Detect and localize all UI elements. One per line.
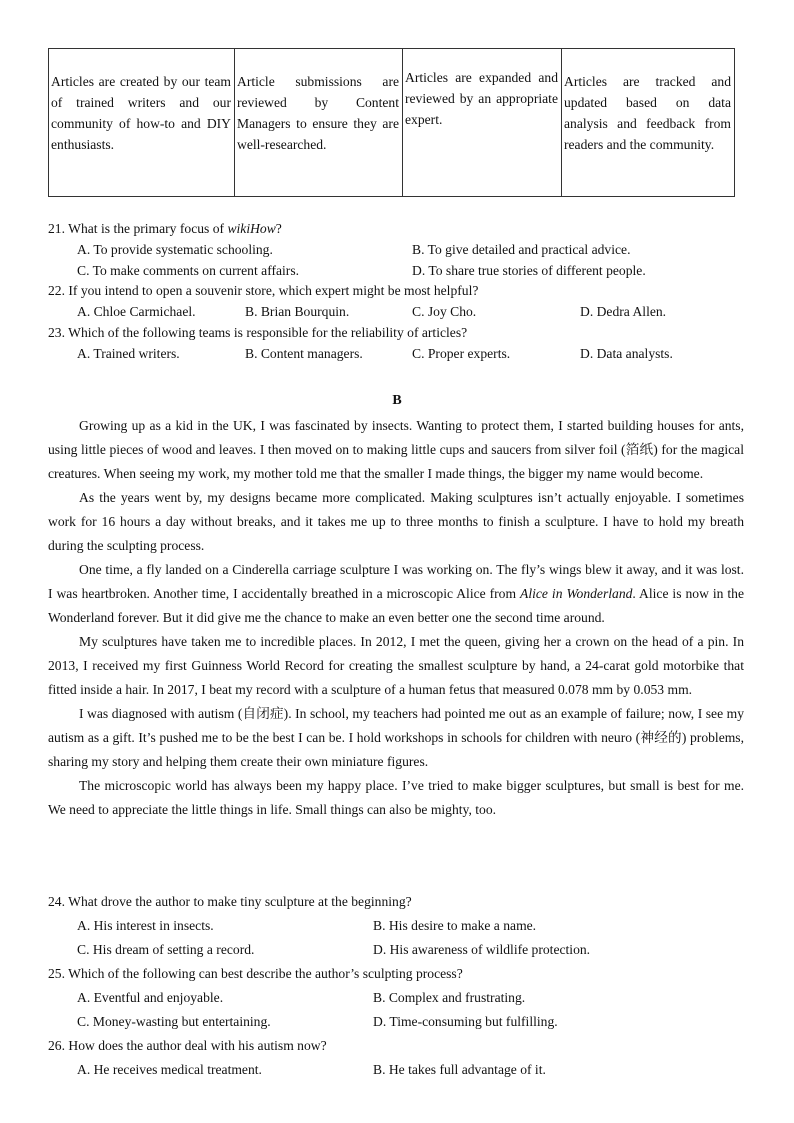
question-22-option-b[interactable]: B. Brian Bourquin.	[245, 304, 350, 319]
question-25-option-c[interactable]: C. Money-wasting but entertaining.	[77, 1014, 271, 1029]
reading-passage	[48, 414, 744, 822]
question-25-stem: 25. Which of the following can best describe the author’s sculpting process?	[48, 966, 463, 981]
question-25-option-b[interactable]: B. Complex and frustrating.	[373, 990, 526, 1005]
question-21-option-c[interactable]: C. To make comments on current affairs.	[77, 263, 300, 278]
question-21-stem: 21. What is the primary focus of wikiHow?	[48, 221, 282, 236]
question-23-option-d[interactable]: D. Data analysts.	[580, 346, 673, 361]
question-26-option-a[interactable]: A. He receives medical treatment.	[77, 1062, 262, 1077]
table-cell: Articles are tracked and updated based on data analysis and feedback from readers and the community.	[562, 49, 735, 197]
paragraph-1: Growing up as a kid in the UK, I was fascinated by insects. Wanting to protect them, I started building houses for ants, using little pieces of wood and leaves. I then moved on to making little cups and saucers from silver foil (箔纸) for the magical creatures. When seeing my work, my mother told me that the smaller I made things, the bigger my name would become.	[48, 418, 744, 481]
question-23-option-b[interactable]: B. Content managers.	[245, 346, 363, 361]
table-cell: Articles are created by our team of trained writers and our community of how-to and DIY enthusiasts.	[49, 49, 235, 197]
paragraph-2: As the years went by, my designs became more complicated. Making sculptures isn’t actually enjoyable. I sometimes work for 16 hours a day without breaks, and it takes me up to three months to finish a sculpture. I have to hold my breath during the sculpting process.	[48, 490, 744, 553]
question-24-option-a[interactable]: A. His interest in insects.	[77, 918, 214, 933]
question-21-option-a[interactable]: A. To provide systematic schooling.	[77, 242, 273, 257]
question-25-option-d[interactable]: D. Time-consuming but fulfilling.	[373, 1014, 558, 1029]
paragraph-3: One time, a fly landed on a Cinderella carriage sculpture I was working on. The fly’s wings blew it away, and it was lost. I was heartbroken. Another time, I accidentally breathed in a microscopic Alice from Alice in Wonderland. Alice is now in the Wonderland forever. But it did give me the chance to make an even better one the second time around.	[48, 562, 744, 625]
paragraph-4: My sculptures have taken me to incredible places. In 2012, I met the queen, giving her a crown on the head of a pin. In 2013, I received my first Guinness World Record for creating the smallest sculpture by hand, a 24-carat gold motorbike that fitted inside a hair. In 2017, I beat my record with a sculpture of a human fetus that measured 0.078 mm by 0.053 mm.	[48, 634, 744, 697]
question-22-stem: 22. If you intend to open a souvenir store, which expert might be most helpful?	[48, 283, 479, 298]
question-21-option-d[interactable]: D. To share true stories of different people.	[412, 263, 646, 278]
question-21-option-b[interactable]: B. To give detailed and practical advice.	[412, 242, 631, 257]
question-24-option-b[interactable]: B. His desire to make a name.	[373, 918, 537, 933]
question-25-option-a[interactable]: A. Eventful and enjoyable.	[77, 990, 224, 1005]
paragraph-6: The microscopic world has always been my happy place. I’ve tried to make bigger sculptures, but small is best for me. We need to appreciate the little things in life. Small things can also be mighty, too.	[48, 778, 744, 817]
paragraph-5: I was diagnosed with autism (自闭症). In school, my teachers had pointed me out as an example of failure; now, I see my autism as a gift. It’s pushed me to be the best I can be. I hold workshops in schools for children with neuro (神经的) problems, sharing my story and helping them create their own miniature figures.	[48, 706, 744, 769]
question-22-option-c[interactable]: C. Joy Cho.	[412, 304, 477, 319]
question-26-stem: 26. How does the author deal with his autism now?	[48, 1038, 327, 1053]
table-cell: Article submissions are reviewed by Content Managers to ensure they are well-researched.	[235, 49, 403, 197]
question-24-stem: 24. What drove the author to make tiny sculpture at the beginning?	[48, 894, 412, 909]
question-23-stem: 23. Which of the following teams is responsible for the reliability of articles?	[48, 325, 468, 340]
section-title: B	[392, 393, 402, 408]
question-26-option-b[interactable]: B. He takes full advantage of it.	[373, 1062, 546, 1077]
question-22-option-a[interactable]: A. Chloe Carmichael.	[77, 304, 196, 319]
question-24-option-d[interactable]: D. His awareness of wildlife protection.	[373, 942, 591, 957]
question-22-option-d[interactable]: D. Dedra Allen.	[580, 304, 667, 319]
table-cell: Articles are expanded and reviewed by an appropriate expert.	[403, 49, 562, 197]
question-24-option-c[interactable]: C. His dream of setting a record.	[77, 942, 255, 957]
question-23-option-a[interactable]: A. Trained writers.	[77, 346, 180, 361]
wikihow-process-table	[48, 48, 735, 197]
question-23-option-c[interactable]: C. Proper experts.	[412, 346, 511, 361]
